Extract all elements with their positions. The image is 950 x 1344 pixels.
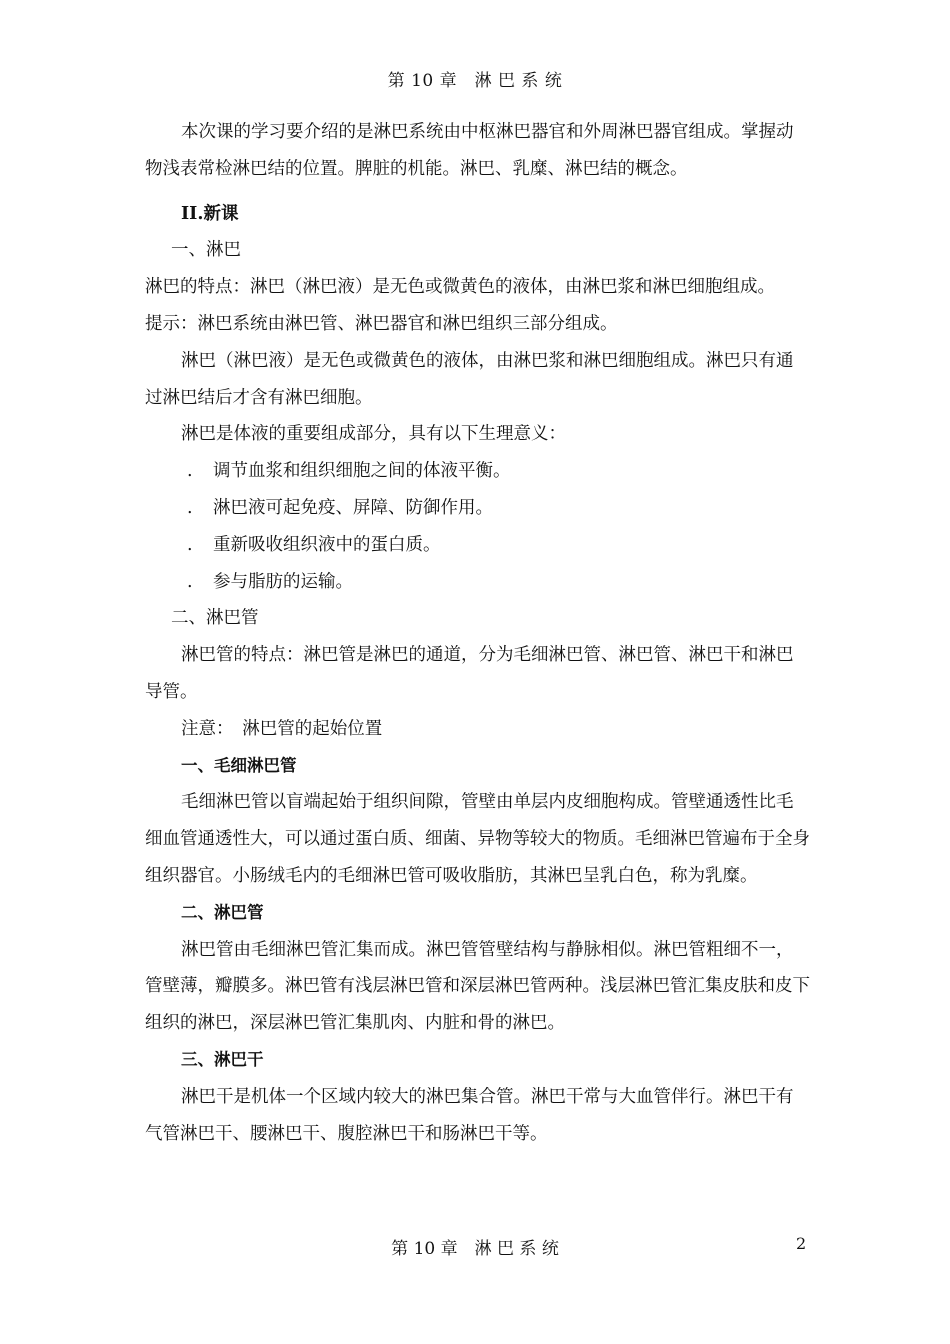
capillary-heading: 一、毛细淋巴管 xyxy=(181,755,297,775)
bullet-mark: . xyxy=(187,497,193,518)
page-number: 2 xyxy=(796,1234,807,1253)
section-new-heading: II.新课 xyxy=(181,203,239,224)
intro-paragraph: 本次课的学习要介绍的是淋巴系统由中枢淋巴器官和外周淋巴器官组成。掌握动物浅表常检淋巴结的位置。脾脏的机能。淋巴、乳糜、淋巴结的概念。 xyxy=(145,122,794,179)
vessel-feature: 淋巴管的特点：淋巴管是淋巴的通道，分为毛细淋巴管、淋巴管、淋巴干和淋巴导管。 xyxy=(145,645,794,702)
significance-item-text: 重新吸收组织液中的蛋白质。 xyxy=(213,534,441,555)
trunk-paragraph: 淋巴干是机体一个区域内较大的淋巴集合管。淋巴干常与大血管伴行。淋巴干有气管淋巴干、腰淋巴干、腹腔淋巴干和肠淋巴干等。 xyxy=(145,1086,794,1144)
significance-item-text: 淋巴液可起免疫、屏障、防御作用。 xyxy=(213,497,493,518)
significance-item xyxy=(145,490,810,527)
page-footer: 第 10 章 淋 巴 系 统 xyxy=(391,1239,559,1259)
significance-item xyxy=(145,564,810,601)
capillary-paragraph: 毛细淋巴管以盲端起始于组织间隙，管壁由单层内皮细胞构成。管壁通透性比毛细血管通透性大，可以通过蛋白质、细菌、异物等较大的物质。毛细淋巴管遍布于全身组织器官。小肠绒毛内的毛细淋巴管可吸收脂肪，其淋巴呈乳白色，称为乳糜。 xyxy=(145,792,810,886)
page-header: 第 10 章 淋 巴 系 统 xyxy=(387,71,563,91)
section-lymph-heading: 一、淋巴 xyxy=(171,240,241,261)
lymph-hint: 提示：淋巴系统由淋巴管、淋巴器官和淋巴组织三部分组成。 xyxy=(145,313,618,334)
vessel-subheading: 二、淋巴管 xyxy=(181,902,264,922)
document-body xyxy=(145,114,810,1152)
significance-item xyxy=(145,527,810,564)
significance-item-text: 调节血浆和组织细胞之间的体液平衡。 xyxy=(213,461,511,482)
lymph-significance-intro: 淋巴是体液的重要组成部分，具有以下生理意义： xyxy=(181,424,566,445)
lymph-feature: 淋巴的特点：淋巴（淋巴液）是无色或微黄色的液体，由淋巴浆和淋巴细胞组成。 xyxy=(145,277,775,298)
trunk-heading: 三、淋巴干 xyxy=(181,1049,264,1069)
bullet-mark: . xyxy=(187,571,193,592)
significance-item-text: 参与脂肪的运输。 xyxy=(213,571,353,592)
vessel-paragraph: 淋巴管由毛细淋巴管汇集而成。淋巴管管壁结构与静脉相似。淋巴管粗细不一，管壁薄，瓣膜多。淋巴管有浅层淋巴管和深层淋巴管两种。浅层淋巴管汇集皮肤和皮下组织的淋巴，深层淋巴管汇集肌肉、内脏和骨的淋巴。 xyxy=(145,939,810,1034)
section-vessel-heading: 二、淋巴管 xyxy=(171,608,259,629)
significance-item xyxy=(145,453,810,490)
bullet-mark: . xyxy=(187,461,193,482)
bullet-mark: . xyxy=(187,534,193,555)
vessel-note: 注意： 淋巴管的起始位置 xyxy=(181,718,383,739)
lymph-paragraph: 淋巴（淋巴液）是无色或微黄色的液体，由淋巴浆和淋巴细胞组成。淋巴只有通过淋巴结后才含有淋巴细胞。 xyxy=(145,350,794,408)
